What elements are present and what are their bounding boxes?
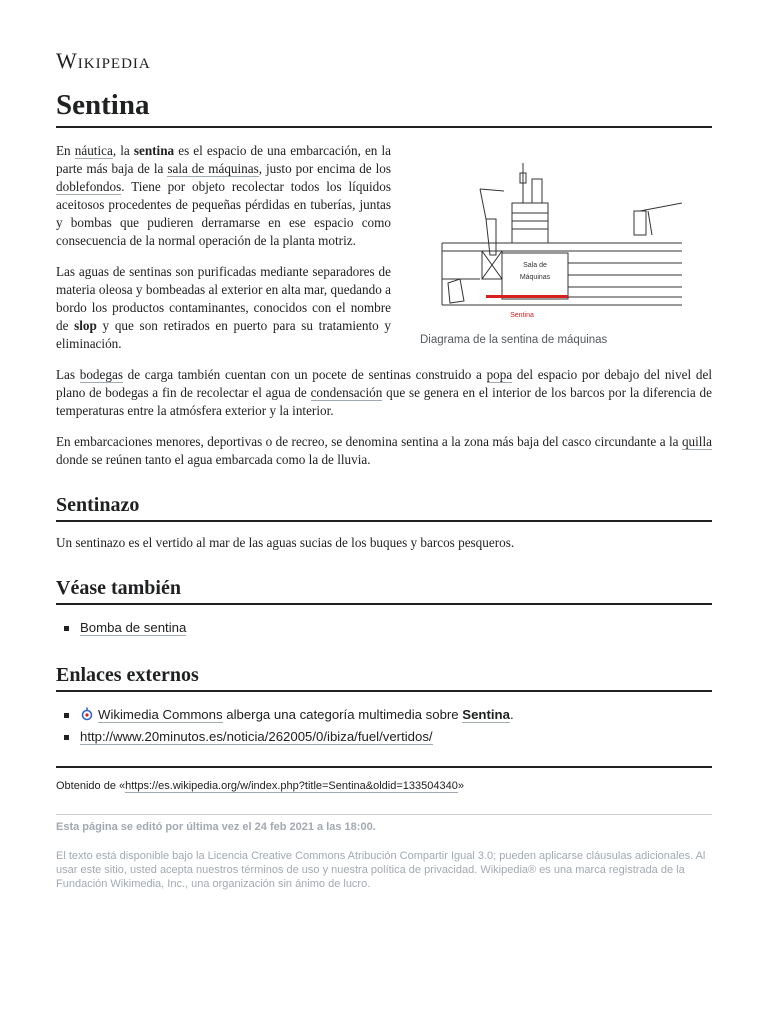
figure-bilge-diagram (420, 155, 712, 346)
link-20minutos[interactable]: http://www.20minutos.es/noticia/262005/0/ibiza/fuel/vertidos/ (80, 729, 433, 744)
svg-text:Sala de: Sala de (523, 262, 547, 269)
content-separator (56, 766, 712, 768)
figure-caption: Diagrama de la sentina de máquinas (420, 334, 608, 346)
list-item: Wikimedia Commons alberga una categoría multimedia sobre Sentina. (80, 704, 712, 726)
wikimedia-commons-icon (80, 707, 94, 721)
permanent-link[interactable]: https://es.wikipedia.org/w/index.php?title=Sentina&oldid=133504340 (125, 780, 458, 792)
paragraph-purification: Las aguas de sentinas son purificadas mediante separadores de materia oleosa y bombeadas al exterior en alta mar, quedando a bordo los productos contaminantes, conocidos con el nombre de slop y que son retirados en puerto para su tratamiento y eliminación. (56, 264, 391, 351)
ship-diagram-image[interactable] (420, 155, 682, 320)
inline-link[interactable]: popa (486, 367, 513, 382)
link-wikimedia-commons[interactable]: Wikimedia Commons (98, 707, 223, 722)
bold-term: sentina (133, 143, 175, 158)
see-also-list (56, 617, 712, 639)
inline-link[interactable]: bodegas (79, 367, 123, 382)
paragraph-intro: En náutica, la sentina es el espacio de una embarcación, en la parte más baja de la sala de máquinas, justo por encima de los doblefondos. Tiene por objeto recolectar todos los líquidos aceitosos procedentes de pequeñas pérdidas en tuberías, juntas y bombas que pudieren derramarse en ese espacio como consecuencia de la normal operación de la planta motriz. (56, 143, 392, 248)
heading-sentinazo: Sentinazo (56, 491, 712, 522)
paragraph-holds: Las bodegas de carga también cuentan con un pocete de sentinas construido a popa del espacio por debajo del nivel del plano de bodegas a fin de recolectar el agua de condensación que se genera en el interior de los barcos por la diferencia de temperaturas entre la atmósfera exterior y la interior. (56, 367, 712, 418)
license-text: El texto está disponible bajo la Licencia Creative Commons Atribución Compartir Igual 3.0; pueden aplicarse cláusulas adicionales. Al usar este sitio, usted acepta nuestros términos de uso y nuestra política de privacidad. Wikipedia® es una marca registrada de la Fundación Wikimedia, Inc., una organización sin ánimo de lucro. (56, 850, 706, 890)
list-item (80, 617, 712, 639)
heading-external-links: Enlaces externos (56, 661, 712, 692)
svg-text:Sentina: Sentina (510, 312, 534, 319)
svg-text:Máquinas: Máquinas (519, 274, 551, 281)
last-edited: Esta página se editó por última vez el 24 feb 2021 a las 18:00. (56, 821, 376, 833)
footer-separator (56, 814, 712, 815)
inline-link[interactable]: sala de máquinas (167, 161, 259, 176)
article-page (56, 0, 712, 891)
inline-link[interactable]: quilla (681, 434, 712, 449)
inline-link[interactable]: condensación (310, 385, 383, 400)
paragraph-sentinazo: Un sentinazo es el vertido al mar de las aguas sucias de los buques y barcos pesqueros. (56, 535, 515, 550)
retrieved-from: Obtenido de «https://es.wikipedia.org/w/index.php?title=Sentina&oldid=133504340» (56, 780, 464, 792)
page-title: Sentina (56, 86, 712, 128)
heading-see-also: Véase también (56, 574, 712, 605)
wikipedia-wordmark[interactable]: Wikipedia (56, 48, 151, 73)
inline-link[interactable]: náutica (74, 143, 113, 158)
external-links-list (56, 704, 712, 748)
inline-link[interactable]: doblefondos (56, 179, 122, 194)
link-bomba-de-sentina[interactable]: Bomba de sentina (80, 620, 187, 635)
link-commons-category[interactable]: Sentina (462, 707, 510, 722)
paragraph-small-boats: En embarcaciones menores, deportivas o de recreo, se denomina sentina a la zona más baja del casco circundante a la quilla donde se reúnen tanto el agua embarcada como la de lluvia. (56, 434, 712, 467)
list-item (80, 726, 712, 748)
bold-term: slop (74, 318, 97, 333)
